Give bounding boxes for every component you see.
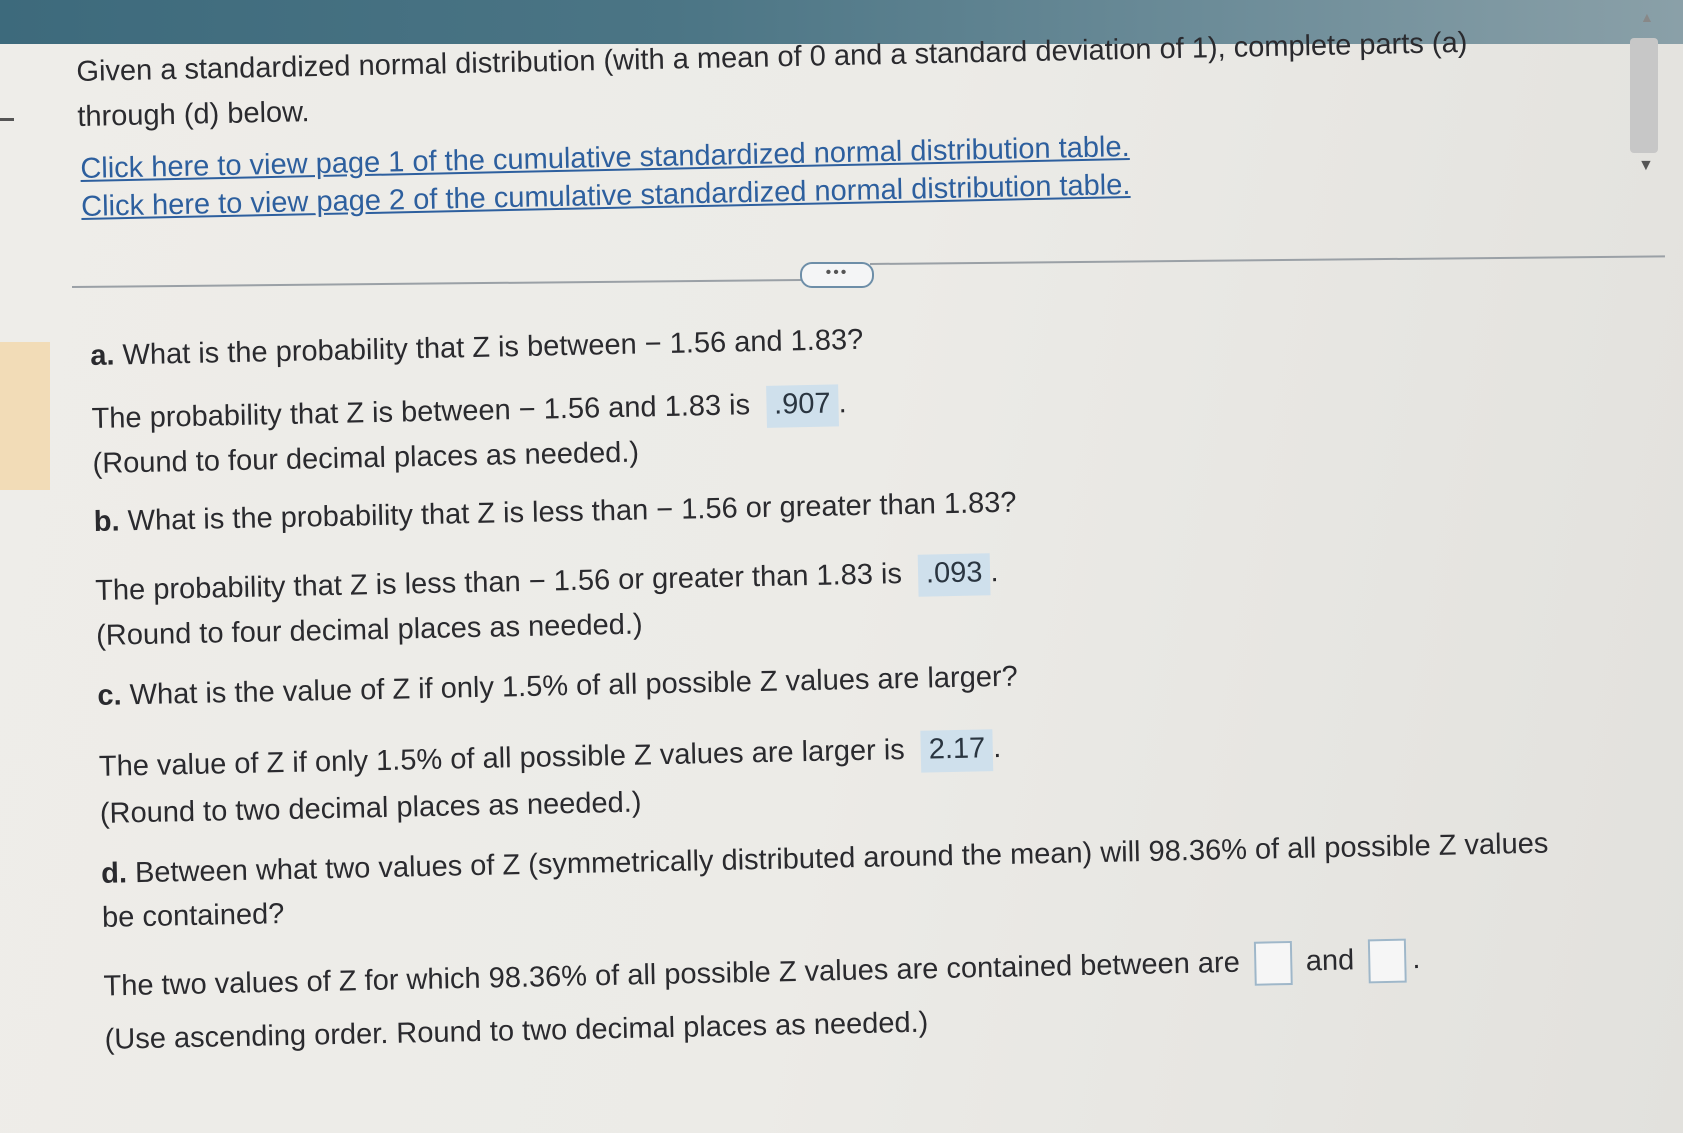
part-a-answer-field[interactable]: .907: [766, 384, 839, 427]
part-c-answer-field[interactable]: 2.17: [920, 729, 993, 772]
part-a-note: (Round to four decimal places as needed.): [92, 436, 640, 480]
part-d-answer-prefix: The two values of Z for which 98.36% of all possible Z values are contained between are: [103, 946, 1241, 1003]
part-d-question-line-1: Between what two values of Z (symmetrically distributed around the mean) will 98.36% of all possible Z values: [134, 827, 1549, 890]
part-d-note: (Use ascending order. Round to two decimal places as needed.): [104, 1006, 929, 1056]
more-options-button[interactable]: •••: [800, 262, 874, 288]
part-a-label: a.: [90, 339, 115, 372]
part-c-answer-suffix: .: [992, 732, 1002, 765]
table-page-2-link[interactable]: Click here to view page 2 of the cumulative standardized normal distribution table.: [80, 169, 1131, 223]
part-a-answer-prefix: The probability that Z is between − 1.56 and 1.83 is: [91, 389, 751, 435]
scroll-down-icon[interactable]: ▼: [1638, 157, 1654, 174]
part-d-and-text: and: [1305, 944, 1355, 978]
active-question-marker: [0, 342, 50, 490]
part-c-answer-prefix: The value of Z if only 1.5% of all possible Z values are larger is: [98, 734, 906, 783]
part-b-label: b.: [93, 505, 120, 538]
part-b-note: (Round to four decimal places as needed.): [95, 608, 643, 652]
scrollbar-thumb[interactable]: [1630, 38, 1658, 153]
part-d-label: d.: [100, 857, 128, 890]
part-a-answer-suffix: .: [838, 387, 847, 420]
part-b-answer-suffix: .: [990, 556, 999, 589]
part-b-question-text: What is the probability that Z is less than − 1.56 or greater than 1.83?: [127, 486, 1017, 538]
intro-line-1: Given a standardized normal distribution (with a mean of 0 and a standard deviation of 1), complete parts (a): [76, 26, 1468, 88]
part-c-note: (Round to two decimal places as needed.): [99, 786, 642, 830]
left-margin-dash: [0, 118, 14, 121]
part-c-label: c.: [97, 679, 122, 712]
part-c-question-text: What is the value of Z if only 1.5% of all possible Z values are larger?: [129, 660, 1018, 712]
part-d-question-line-2: be contained?: [101, 898, 285, 934]
part-a-question-text: What is the probability that Z is between − 1.56 and 1.83?: [122, 323, 864, 372]
part-b-answer-prefix: The probability that Z is less than − 1.56 or greater than 1.83 is: [94, 558, 903, 607]
part-d-upper-answer-field[interactable]: [1368, 939, 1407, 984]
part-d-answer-suffix: .: [1411, 942, 1421, 976]
scroll-up-icon[interactable]: ▲: [1640, 9, 1654, 25]
part-b-answer-field[interactable]: .093: [918, 553, 991, 596]
part-d-lower-answer-field[interactable]: [1253, 941, 1292, 986]
intro-line-2: through (d) below.: [77, 96, 310, 133]
table-page-1-link[interactable]: Click here to view page 1 of the cumulative standardized normal distribution table.: [80, 131, 1130, 185]
